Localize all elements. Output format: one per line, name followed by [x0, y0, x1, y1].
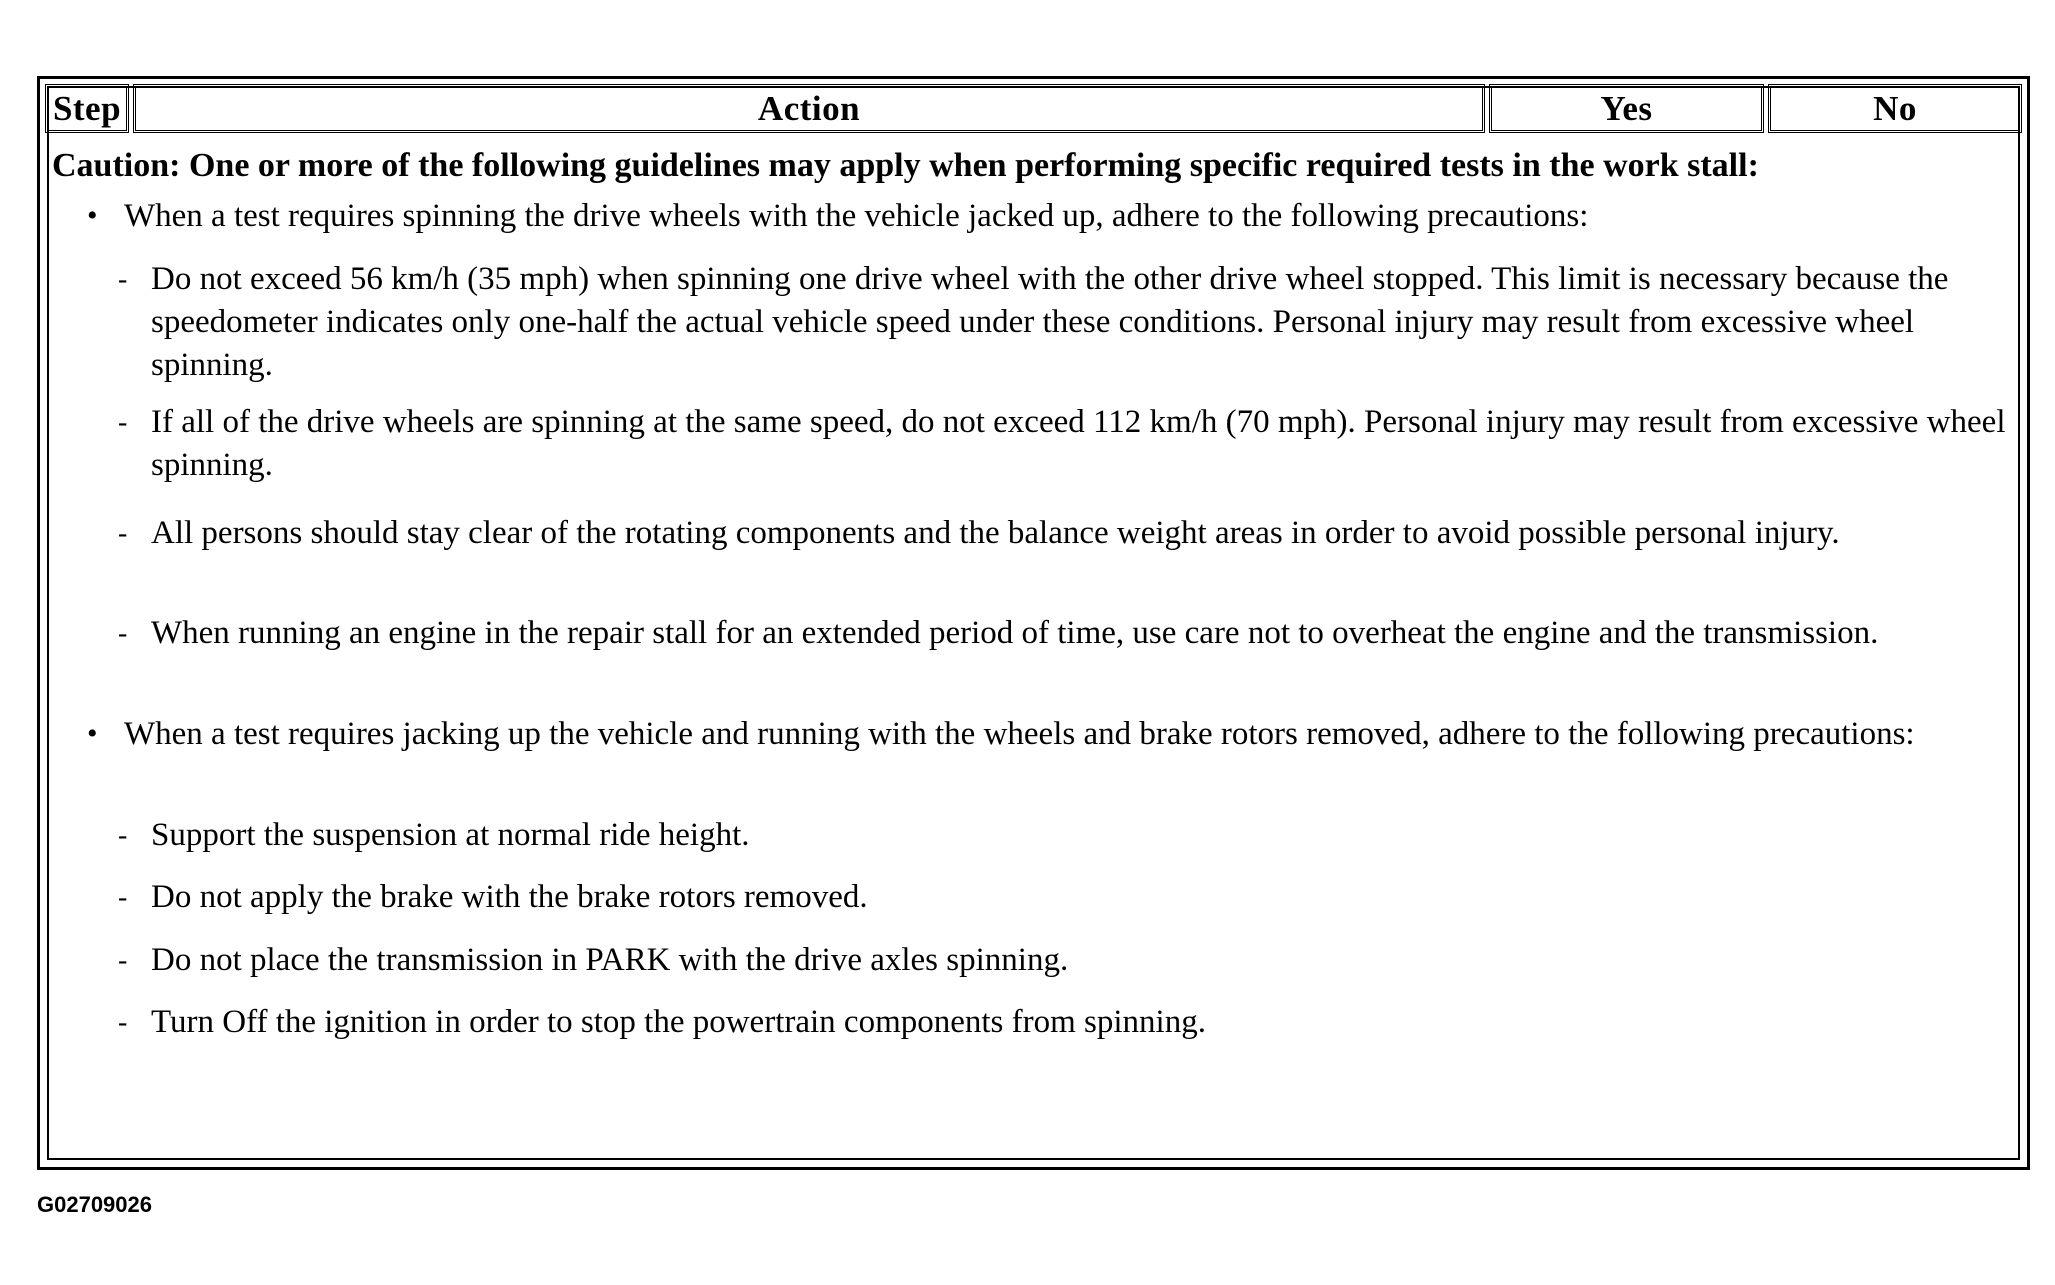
dash-mark: -	[118, 945, 128, 976]
sub-item-text: Do not apply the brake with the brake rotors removed.	[151, 879, 868, 915]
header-yes: Yes	[1489, 84, 1764, 133]
sub-item	[52, 401, 2021, 487]
bullet-text: When a test requires spinning the drive wheels with the vehicle jacked up, adhere to the following precautions:	[124, 198, 1589, 234]
dash-mark: -	[118, 1007, 128, 1038]
dash-mark: -	[118, 518, 128, 549]
dash-mark: -	[118, 882, 128, 913]
dash-mark: -	[118, 820, 128, 851]
sub-item	[52, 612, 2021, 655]
sub-item-text: Do not place the transmission in PARK with the drive axles spinning.	[151, 942, 1069, 978]
sub-item-text: All persons should stay clear of the rotating components and the balance weight areas in order to avoid possible personal injury.	[151, 515, 1840, 551]
bullet-text: When a test requires jacking up the vehicle and running with the wheels and brake rotors removed, adhere to the following precautions:	[124, 716, 1915, 752]
header-no: No	[1768, 84, 2022, 133]
sub-item-text: If all of the drive wheels are spinning at the same speed, do not exceed 112 km/h (70 mph). Personal injury may result from excessive wheel spinning.	[151, 404, 2006, 483]
dash-mark: -	[118, 407, 128, 438]
sub-item-text: Do not exceed 56 km/h (35 mph) when spinning one drive wheel with the other drive wheel stopped. This limit is necessary because the speedometer indicates only one-half the actual vehicle speed under these conditions. Personal injury may result from excessive wheel spinning.	[151, 261, 1949, 383]
column-gap	[129, 1170, 133, 1175]
bullet-mark: •	[87, 717, 98, 750]
sub-item-text: When running an engine in the repair stall for an extended period of time, use care not to overheat the engine and the transmission.	[151, 615, 1879, 651]
figure-id: G02709026	[37, 1192, 152, 1217]
dash-mark: -	[118, 264, 128, 295]
bullet-item	[52, 712, 2004, 756]
caution-cell	[52, 146, 2012, 1040]
column-gap	[1764, 1170, 1768, 1175]
sub-item	[52, 258, 2021, 387]
sub-item	[52, 1001, 2021, 1044]
column-gap	[1485, 1170, 1489, 1175]
dash-mark: -	[118, 618, 128, 649]
sub-item	[52, 512, 2021, 555]
sub-item-text: Turn Off the ignition in order to stop the powertrain components from spinning.	[151, 1004, 1206, 1040]
bullet-mark: •	[87, 199, 98, 232]
header-action: Action	[133, 84, 1485, 133]
sub-item	[52, 814, 2021, 857]
header-step: Step	[45, 84, 129, 133]
bullet-item	[52, 194, 2004, 238]
sub-item	[52, 876, 2021, 919]
caution-title: Caution: One or more of the following guidelines may apply when performing specific required tests in the work stall:	[52, 147, 1759, 184]
sub-item-text: Support the suspension at normal ride height.	[151, 817, 750, 853]
sub-item	[52, 939, 2021, 982]
